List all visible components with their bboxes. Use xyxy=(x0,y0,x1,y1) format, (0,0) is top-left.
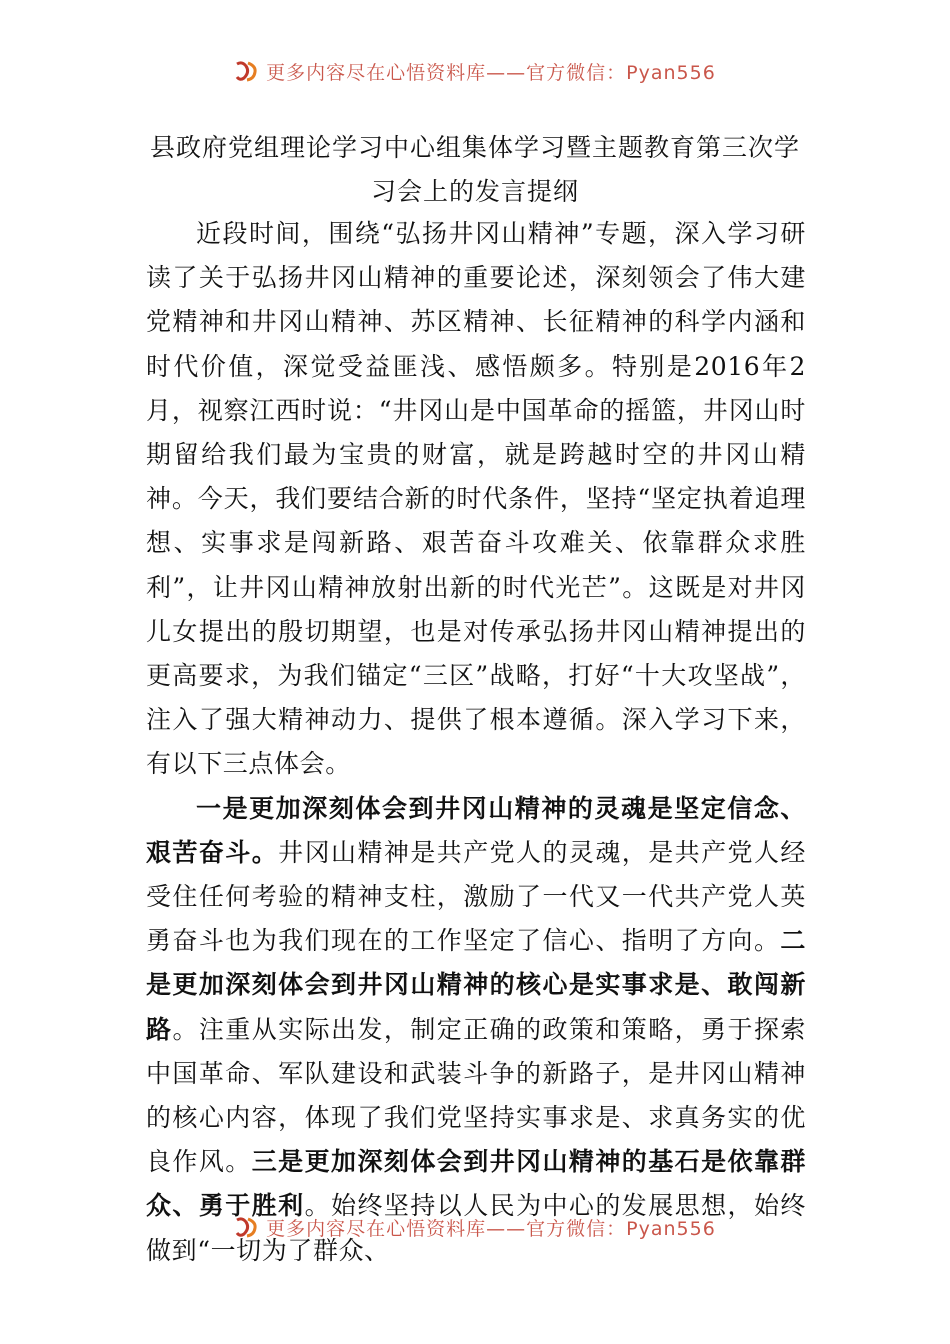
intro-paragraph: 近段时间，围绕“弘扬井冈山精神”专题，深入学习研读了关于弘扬井冈山精神的重要论述，深刻领会了伟大建党精神和井冈山精神、苏区精神、长征精神的科学内涵和时代价值，深觉受益匪浅、感悟颇多。特别是2016年2月，视察江西时说：“井冈山是中国革命的摇篮，井冈山时期留给我们最为宝贵的财富，就是跨越时空的井冈山精神。今天，我们要结合新的时代条件，坚持“坚定执着追理想、实事求是闯新路、艰苦奋斗攻难关、依靠群众求胜利”，让井冈山精神放射出新的时代光芒”。这既是对井冈儿女提出的殷切期望，也是对传承弘扬井冈山精神提出的更高要求，为我们锚定“三区”战略，打好“十大攻坚战”，注入了强大精神动力、提供了根本遵循。深入学习下来，有以下三点体会。 xyxy=(146,219,806,779)
point3-body: 。始终坚持以人民为中心的发展思想，始终做到“一切为了群众、 xyxy=(146,1191,806,1265)
footer-watermark xyxy=(0,1212,950,1242)
point1-body: 井冈山精神是共产党人的灵魂，是共产党人经受住任何考验的精神支柱，激励了一代又一代共产党人英勇奋斗也为我们现在的工作坚定了信心、指明了方向。 xyxy=(146,837,806,956)
point2-heading: 二是更加深刻体会到井冈山精神的核心是实事求是、敢闯新路 xyxy=(146,926,806,1044)
logo-icon xyxy=(234,60,260,82)
point2-body: 。注重从实际出发，制定正确的政策和策略，勇于探索中国革命、军队建设和武装斗争的新路子，是井冈山精神的核心内容，体现了我们党坚持实事求是、求真务实的优良作风。 xyxy=(146,1014,806,1177)
point3-heading: 三是更加深刻体会到井冈山精神的基石是依靠群众、勇于胜利 xyxy=(146,1147,806,1221)
points-paragraph xyxy=(146,787,806,1273)
watermark-text: 更多内容尽在心悟资料库——官方微信：Pyan556 xyxy=(266,61,716,84)
header-watermark xyxy=(0,56,950,86)
document-title: 县政府党组理论学习中心组集体学习暨主题教育第三次学习会上的发言提纲 xyxy=(149,133,800,206)
point1-heading: 一是更加深刻体会到井冈山精神的灵魂是坚定信念、艰苦奋斗。 xyxy=(146,793,806,867)
document-body xyxy=(146,212,806,1273)
logo-icon xyxy=(234,1216,260,1238)
watermark-text: 更多内容尽在心悟资料库——官方微信：Pyan556 xyxy=(266,1217,716,1240)
